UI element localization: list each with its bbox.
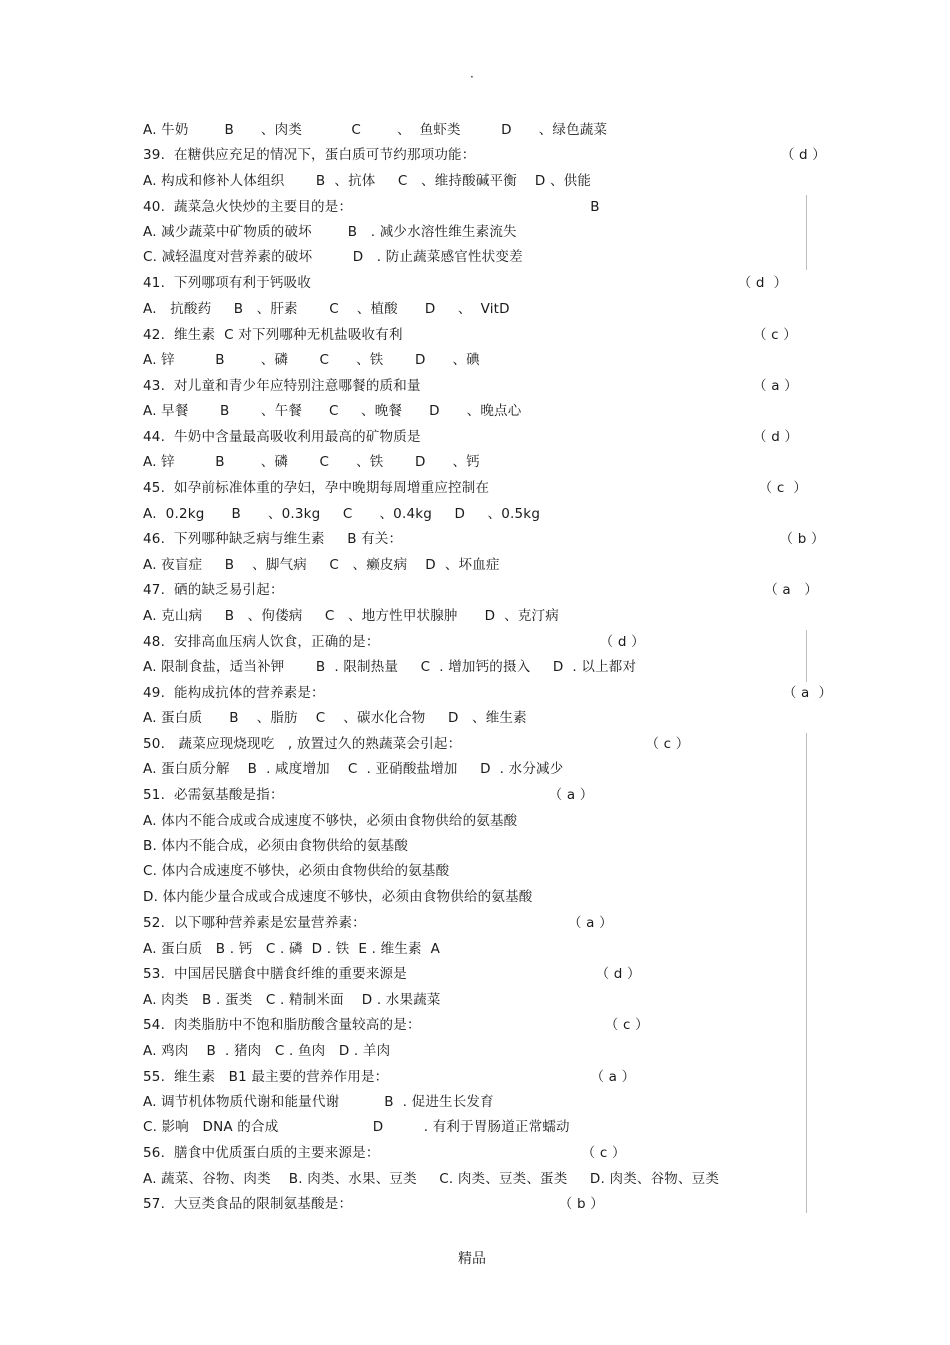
question-line: 39. 在糖供应充足的情况下，蛋白质可节约那项功能： （ d ）	[143, 147, 827, 163]
question-line: A. 蛋白质分解 B . 咸度增加 C . 亚硝酸盐增加 D . 水分减少	[143, 761, 564, 777]
question-line: 40. 蔬菜急火快炒的主要目的是： B	[143, 199, 600, 215]
question-line: A. 锌 B 、磷 C 、铁 D 、钙	[143, 454, 480, 470]
question-line: A. 抗酸药 B 、肝素 C 、植酸 D 、 VitD	[143, 301, 510, 317]
question-line: A. 克山病 B 、佝偻病 C 、地方性甲状腺肿 D 、克汀病	[143, 608, 559, 624]
question-line: A. 体内不能合成或合成速度不够快，必须由食物供给的氨基酸	[143, 813, 518, 829]
question-line: B. 体内不能合成，必须由食物供给的氨基酸	[143, 838, 409, 854]
header-mark: ·	[470, 70, 474, 84]
question-line: C. 减轻温度对营养素的破坏 D . 防止蔬菜感官性状变差	[143, 249, 523, 265]
question-line: 44. 牛奶中含量最高吸收利用最高的矿物质是 （ d ）	[143, 429, 799, 445]
question-line: 55. 维生素 B1 最主要的营养作用是： （ a ）	[143, 1069, 636, 1085]
question-line: 50. 蔬菜应现烧现吃 , 放置过久的熟蔬菜会引起： （ c ）	[143, 736, 690, 752]
question-line: 57. 大豆类食品的限制氨基酸是： （ b ）	[143, 1196, 604, 1212]
question-line: 43. 对儿童和青少年应特别注意哪餐的质和量 （ a ）	[143, 378, 798, 394]
question-line: A. 夜盲症 B 、脚气病 C 、癞皮病 D 、坏血症	[143, 557, 500, 573]
question-line: 41. 下列哪项有利于钙吸收 （ d ）	[143, 275, 788, 291]
question-line: 48. 安排高血压病人饮食，正确的是： （ d ）	[143, 634, 645, 650]
margin-line	[806, 733, 807, 1213]
question-line: A. 限制食盐，适当补钾 B . 限制热量 C . 增加钙的摄入 D . 以上都对	[143, 659, 637, 675]
question-line: A. 构成和修补人体组织 B 、抗体 C 、维持酸碱平衡 D 、供能	[143, 173, 592, 189]
margin-line	[806, 630, 807, 682]
question-line: 42. 维生素 C 对下列哪种无机盐吸收有利 （ c ）	[143, 327, 797, 343]
question-line: 47. 硒的缺乏易引起： （ a ）	[143, 582, 819, 598]
question-line: A. 牛奶 B 、肉类 C 、 鱼虾类 D 、绿色蔬菜	[143, 122, 608, 138]
question-line: A. 调节机体物质代谢和能量代谢 B . 促进生长发育	[143, 1094, 494, 1110]
question-line: A. 蛋白质 B 、脂肪 C 、碳水化合物 D 、维生素	[143, 710, 527, 726]
question-line: A. 早餐 B 、午餐 C 、晚餐 D 、晚点心	[143, 403, 522, 419]
question-line: D. 体内能少量合成或合成速度不够快，必须由食物供给的氨基酸	[143, 889, 533, 905]
question-line: 51. 必需氨基酸是指： （ a ）	[143, 787, 594, 803]
question-line: 46. 下列哪种缺乏病与维生素 B 有关： （ b ）	[143, 531, 825, 547]
page-footer: 精品	[458, 1251, 486, 1267]
question-line: 53. 中国居民膳食中膳食纤维的重要来源是 （ d ）	[143, 966, 641, 982]
question-line: A. 蛋白质 B . 钙 C . 磷 D . 铁 E . 维生素 A	[143, 941, 441, 957]
margin-line	[806, 195, 807, 270]
question-line: 52. 以下哪种营养素是宏量营养素： （ a ）	[143, 915, 613, 931]
question-line: A. 0.2kg B 、0.3kg C 、0.4kg D 、0.5kg	[143, 506, 541, 522]
question-line: 45. 如孕前标准体重的孕妇，孕中晚期每周增重应控制在 （ c ）	[143, 480, 808, 496]
question-line: 56. 膳食中优质蛋白质的主要来源是： （ c ）	[143, 1145, 626, 1161]
question-line: A. 蔬菜、谷物、肉类 B. 肉类、水果、豆类 C. 肉类、豆类、蛋类 D. 肉类、谷物、豆类	[143, 1171, 720, 1187]
question-line: 49. 能构成抗体的营养素是： （ a ）	[143, 685, 833, 701]
question-line: A. 肉类 B . 蛋类 C . 精制米面 D . 水果蔬菜	[143, 992, 441, 1008]
question-line: 54. 肉类脂肪中不饱和脂肪酸含量较高的是： （ c ）	[143, 1017, 649, 1033]
question-line: C. 体内合成速度不够快，必须由食物供给的氨基酸	[143, 863, 450, 879]
question-line: A. 锌 B 、磷 C 、铁 D 、碘	[143, 352, 480, 368]
question-line: A. 减少蔬菜中矿物质的破坏 B . 减少水溶性维生素流失	[143, 224, 517, 240]
question-line: A. 鸡肉 B . 猪肉 C . 鱼肉 D . 羊肉	[143, 1043, 391, 1059]
question-line: C. 影响 DNA 的合成 D . 有利于胃肠道正常蠕动	[143, 1119, 570, 1135]
